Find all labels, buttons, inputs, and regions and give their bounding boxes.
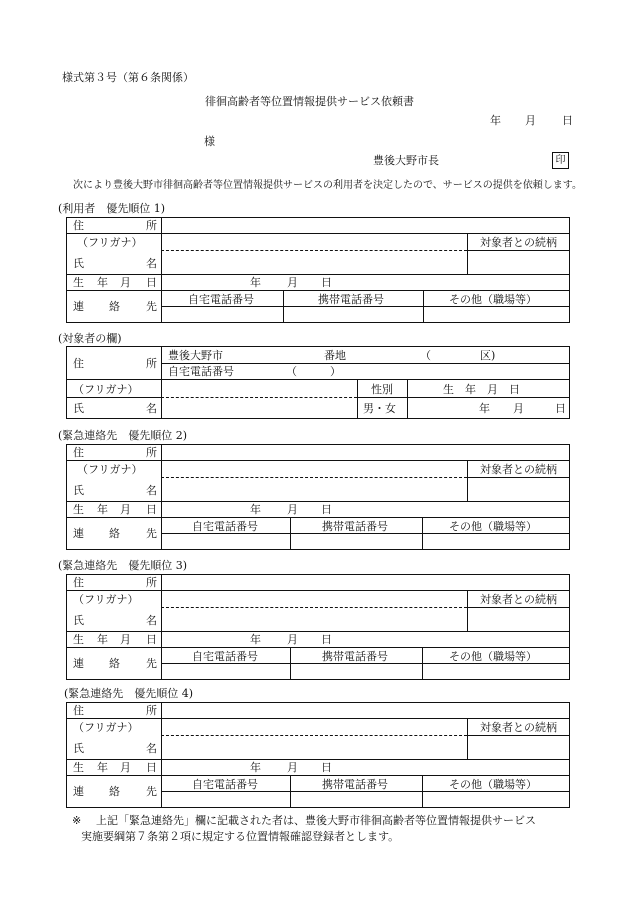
birth-label-3: 月 <box>120 503 131 516</box>
birth-label-4: 日 <box>146 633 157 646</box>
target-address-label-1: 住 <box>73 357 84 370</box>
birth-label-2: 年 <box>97 503 108 516</box>
birth-label-4: 日 <box>146 276 157 289</box>
birth-month: 月 <box>287 503 298 516</box>
furigana-label: （フリガナ） <box>77 463 143 476</box>
gender-options: 男・女 <box>363 402 396 415</box>
target-paren-open: （ <box>420 349 431 362</box>
target-birth-year: 年 <box>479 402 490 415</box>
target-ku: 区) <box>480 349 496 362</box>
target-birth-label: 生 年 月 日 <box>443 383 520 396</box>
target-birth-day: 日 <box>555 402 566 415</box>
birth-label-1: 生 <box>73 633 84 646</box>
issuer-name: 豊後大野市長 <box>373 154 439 167</box>
birth-day: 日 <box>321 633 332 646</box>
address-label-2: 所 <box>146 704 157 717</box>
emergency4-table <box>66 702 570 808</box>
birth-label-2: 年 <box>97 633 108 646</box>
target-city: 豊後大野市 <box>168 349 223 362</box>
address-label-1: 住 <box>73 219 84 232</box>
contact-label-1: 連 <box>73 785 84 798</box>
birth-label-3: 月 <box>120 633 131 646</box>
name-label-1: 氏 <box>73 257 84 270</box>
contact-label-2: 絡 <box>109 300 120 313</box>
name-label-1: 氏 <box>73 614 84 627</box>
emergency2-table <box>66 444 570 550</box>
furigana-label: （フリガナ） <box>73 721 139 734</box>
birth-month: 月 <box>287 633 298 646</box>
note-line-2: 実施要綱第７条第２項に規定する位置情報確認登録者とします。 <box>81 830 400 843</box>
contact-label-2: 絡 <box>109 527 120 540</box>
note-mark: ※ <box>72 814 82 827</box>
birth-year: 年 <box>250 761 261 774</box>
target-phone-paren: （ ） <box>286 365 341 378</box>
name-label-1: 氏 <box>73 742 84 755</box>
target-name-label-1: 氏 <box>73 402 84 415</box>
name-label-2: 名 <box>146 484 157 497</box>
name-label-2: 名 <box>146 614 157 627</box>
home-phone-header: 自宅電話番号 <box>192 520 258 533</box>
home-phone-header: 自宅電話番号 <box>188 293 254 306</box>
name-label-2: 名 <box>146 742 157 755</box>
birth-label-4: 日 <box>146 761 157 774</box>
seal-mark: 印 <box>552 152 569 169</box>
date-day-label: 日 <box>562 114 573 127</box>
target-furigana-label: （フリガナ） <box>73 383 139 396</box>
other-header: その他（職場等） <box>449 293 537 306</box>
address-label-2: 所 <box>146 446 157 459</box>
contact-label-3: 先 <box>146 300 157 313</box>
birth-label-3: 月 <box>120 276 131 289</box>
address-label-1: 住 <box>73 704 84 717</box>
birth-label-3: 月 <box>120 761 131 774</box>
target-birth-month: 月 <box>513 402 524 415</box>
address-label-2: 所 <box>146 219 157 232</box>
birth-label-2: 年 <box>97 276 108 289</box>
birth-label-1: 生 <box>73 503 84 516</box>
furigana-label: （フリガナ） <box>73 593 139 606</box>
mobile-phone-header: 携帯電話番号 <box>322 778 388 791</box>
birth-month: 月 <box>287 276 298 289</box>
birth-label-2: 年 <box>97 761 108 774</box>
date-month-label: 月 <box>525 114 536 127</box>
contact-label-2: 絡 <box>109 785 120 798</box>
form-title: 徘徊高齢者等位置情報提供サービス依頼書 <box>205 95 414 108</box>
gender-label: 性別 <box>371 383 393 396</box>
other-header: その他（職場等） <box>449 650 537 663</box>
target-home-phone-label: 自宅電話番号 <box>168 365 234 378</box>
other-header: その他（職場等） <box>449 778 537 791</box>
birth-year: 年 <box>250 276 261 289</box>
contact-label-1: 連 <box>73 527 84 540</box>
mobile-phone-header: 携帯電話番号 <box>322 520 388 533</box>
contact-label-1: 連 <box>73 300 84 313</box>
relation-label: 対象者との続柄 <box>480 463 557 476</box>
birth-day: 日 <box>321 276 332 289</box>
contact-label-3: 先 <box>146 657 157 670</box>
furigana-label: （フリガナ） <box>77 236 143 249</box>
contact-label-1: 連 <box>73 657 84 670</box>
emergency3-table <box>66 574 570 680</box>
form-number: 様式第３号（第６条関係） <box>62 71 194 84</box>
birth-day: 日 <box>321 761 332 774</box>
mobile-phone-header: 携帯電話番号 <box>322 650 388 663</box>
target-section-heading: (対象者の欄) <box>58 332 122 345</box>
contact-label-3: 先 <box>146 785 157 798</box>
intro-text: 次により豊後大野市徘徊高齢者等位置情報提供サービスの利用者を決定したので、サービスの提供を依頼します。 <box>73 180 582 191</box>
relation-label: 対象者との続柄 <box>480 593 557 606</box>
addressee-suffix: 様 <box>204 135 215 148</box>
home-phone-header: 自宅電話番号 <box>192 650 258 663</box>
mobile-phone-header: 携帯電話番号 <box>318 293 384 306</box>
name-label-1: 氏 <box>73 484 84 497</box>
emergency3-heading: (緊急連絡先 優先順位 3) <box>58 559 188 572</box>
address-label-2: 所 <box>146 576 157 589</box>
contact-label-2: 絡 <box>109 657 120 670</box>
birth-month: 月 <box>287 761 298 774</box>
date-year-label: 年 <box>490 114 501 127</box>
user-table <box>66 217 570 323</box>
relation-label: 対象者との続柄 <box>480 721 557 734</box>
emergency2-heading: (緊急連絡先 優先順位 2) <box>58 429 188 442</box>
other-header: その他（職場等） <box>449 520 537 533</box>
note-line-1: 上記「緊急連絡先」欄に記載された者は、豊後大野市徘徊高齢者等位置情報提供サービス <box>96 814 536 827</box>
contact-label-3: 先 <box>146 527 157 540</box>
birth-year: 年 <box>250 633 261 646</box>
target-address-label-2: 所 <box>146 357 157 370</box>
birth-label-1: 生 <box>73 761 84 774</box>
relation-label: 対象者との続柄 <box>480 236 557 249</box>
birth-year: 年 <box>250 503 261 516</box>
target-banchi: 番地 <box>324 349 346 362</box>
birth-day: 日 <box>321 503 332 516</box>
address-label-1: 住 <box>73 576 84 589</box>
name-label-2: 名 <box>146 257 157 270</box>
birth-label-4: 日 <box>146 503 157 516</box>
address-label-1: 住 <box>73 446 84 459</box>
target-name-label-2: 名 <box>146 402 157 415</box>
emergency4-heading: (緊急連絡先 優先順位 4) <box>64 687 194 700</box>
user-section-heading: (利用者 優先順位 1) <box>58 202 166 215</box>
birth-label-1: 生 <box>73 276 84 289</box>
target-table <box>66 346 570 419</box>
home-phone-header: 自宅電話番号 <box>192 778 258 791</box>
